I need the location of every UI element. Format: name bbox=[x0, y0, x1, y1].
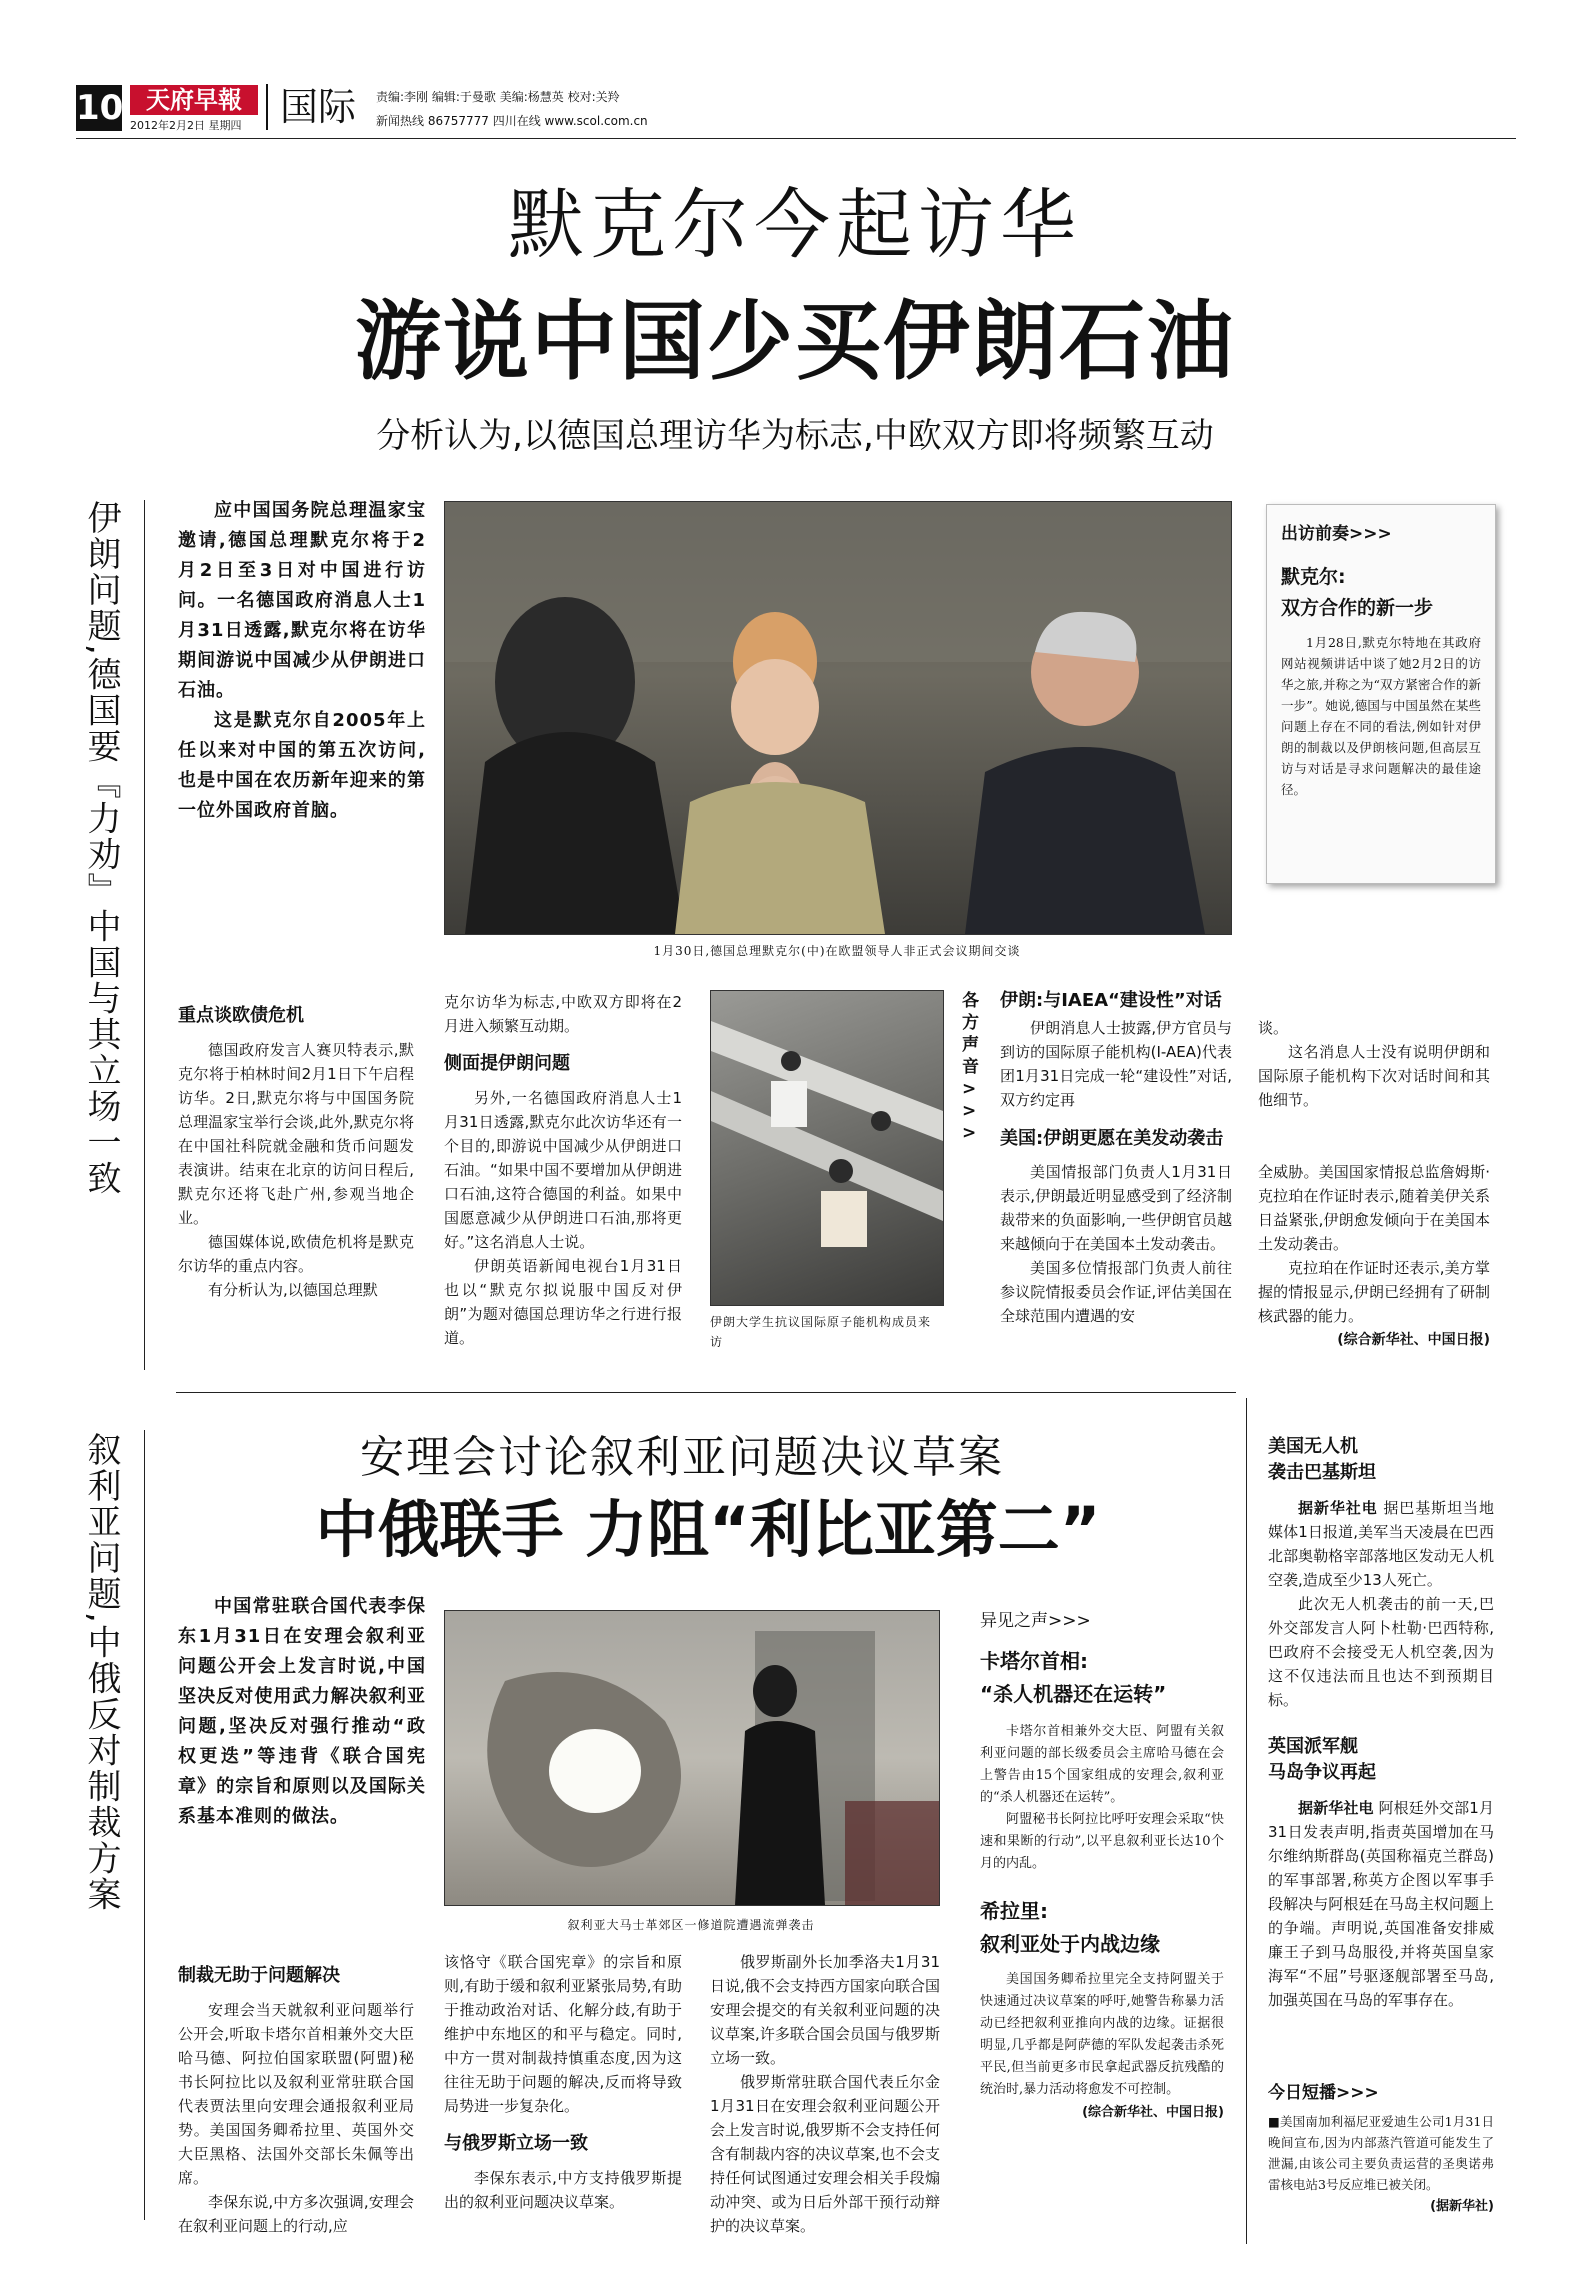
story1-headline-top: 默克尔今起访华 bbox=[508, 180, 1082, 269]
body-paragraph: 这名消息人士没有说明伊朗和国际原子能机构下次对话时间和其他细节。 bbox=[1258, 1043, 1490, 1109]
brief-falklands-title-2: 马岛争议再起 bbox=[1268, 1762, 1376, 1783]
subhead-russia: 与俄罗斯立场一致 bbox=[444, 2133, 588, 2154]
story2-col3 bbox=[710, 1950, 940, 2238]
photo-illustration bbox=[445, 502, 1231, 934]
body-paragraph: 德国媒体说,欧债危机将是默克尔访华的重点内容。 bbox=[178, 1233, 414, 1275]
protest-photo-caption: 伊朗大学生抗议国际原子能机构成员来访 bbox=[710, 1315, 932, 1349]
voices-label: 各方声音>>> bbox=[962, 991, 979, 1143]
issue-date: 2012年2月2日 星期四 bbox=[130, 119, 242, 132]
brief-today bbox=[1268, 2078, 1494, 2214]
body-paragraph: 李保东说,中方多次强调,安理会在叙利亚问题上的行动,应 bbox=[178, 2193, 414, 2235]
body-paragraph: 安理会当天就叙利亚问题举行公开会,听取卡塔尔首相兼外交大臣哈马德、阿拉伯国家联盟(阿盟)秘书长阿拉比以及叙利亚常驻联合国代表贾法里向安理会通报叙利亚局势。美国国务卿希拉里、英国外交大臣黑格、法国外交部长朱佩等出席。 bbox=[178, 2001, 414, 2187]
today-kicker: 今日短播 >>> bbox=[1268, 2078, 1494, 2103]
photo-illustration bbox=[445, 1611, 939, 1905]
qatar-title-1: 卡塔尔首相: bbox=[980, 1649, 1088, 1673]
brief-falklands bbox=[1268, 1734, 1494, 2012]
clinton-title-1: 希拉里: bbox=[980, 1899, 1048, 1923]
preview-kicker: 出访前奏 >>> bbox=[1281, 519, 1481, 544]
body-paragraph bbox=[1268, 1796, 1494, 2012]
masthead-rule bbox=[76, 138, 1516, 139]
brief-drone bbox=[1268, 1434, 1494, 1712]
story1-headline-main: 游说中国少买伊朗石油 bbox=[355, 292, 1235, 392]
dateline: 据新华社电 bbox=[1298, 1799, 1374, 1817]
today-source: (据新华社) bbox=[1430, 2199, 1494, 2214]
dissent-source: (综合新华社、中国日报) bbox=[1082, 2105, 1224, 2120]
body-paragraph: 俄罗斯副外长加季洛夫1月31日说,俄不会支持西方国家向联合国安理会提交的有关叙利亚问题的决议草案,许多联合国会员国与俄罗斯立场一致。 bbox=[710, 1953, 940, 2067]
preview-box bbox=[1266, 504, 1496, 884]
story2-col1 bbox=[178, 1950, 414, 2238]
body-paragraph: 克拉珀在作证时还表示,美方掌握的情报显示,伊朗已经拥有了研制核武器的能力。 bbox=[1258, 1259, 1490, 1325]
paper-logo: 天府早報 bbox=[130, 85, 258, 115]
story-divider bbox=[176, 1392, 1236, 1393]
body-paragraph: 德国政府发言人赛贝特表示,默克尔将于柏林时间2月1日下午启程访华。2日,默克尔将与中国国务院总理温家宝举行会谈,此外,默克尔将在中国社科院就金融和货币问题发表演讲。结束在北京的访问日程后,默克尔还将飞赴广州,参观当地企业。 bbox=[178, 1041, 414, 1227]
body-paragraph: 李保东表示,中方支持俄罗斯提出的叙利亚问题决议草案。 bbox=[444, 2169, 682, 2211]
section-label: 国际 bbox=[266, 84, 356, 130]
body-paragraph: 美国情报部门负责人1月31日表示,伊朗最近明显感受到了经济制裁带来的负面影响,一些伊朗官员越来越倾向于在美国本土发动袭击。 bbox=[1000, 1163, 1232, 1253]
iran-col-b bbox=[1258, 1016, 1490, 1112]
usa-source: (综合新华社、中国日报) bbox=[1337, 1332, 1490, 1348]
preview-title-2: 双方合作的新一步 bbox=[1281, 597, 1434, 619]
brief-text: 据巴基斯坦当地媒体1日报道,美军当天凌晨在巴西北部奥勒格宰部落地区发动无人机空袭,造成至少13人死亡。 bbox=[1268, 1499, 1494, 1589]
body-paragraph: 有分析认为,以德国总理默 bbox=[208, 1281, 378, 1299]
merkel-photo bbox=[444, 501, 1232, 935]
body-paragraph bbox=[1268, 1496, 1494, 1592]
body-paragraph: 谈。 bbox=[1258, 1019, 1289, 1037]
clinton-body: 美国国务卿希拉里完全支持阿盟关于快速通过决议草案的呼吁,她警告称暴力活动已经把叙利亚推向内战的边缘。证据很明显,几乎都是阿萨德的军队发起袭击杀死平民,但当前更多市民拿起武器反抗残酷的统治时,暴力活动将愈发不可控制。 bbox=[980, 1972, 1224, 2097]
hotline-line: 新闻热线 86757777 四川在线 www.scol.com.cn bbox=[376, 114, 648, 128]
side-rule-1 bbox=[144, 500, 145, 1370]
usa-col-a bbox=[1000, 1160, 1232, 1328]
qatar-body-2: 阿盟秘书长阿拉比呼吁安理会采取“快速和果断的行动”,以平息叙利亚长达10个月的内乱。 bbox=[980, 1812, 1224, 1871]
story2-col2 bbox=[444, 1950, 682, 2214]
body-paragraph: 美国多位情报部门负责人前往参议院情报委员会作证,评估美国在全球范围内遭遇的安 bbox=[1000, 1259, 1232, 1325]
body-paragraph: 全威胁。美国国家情报总监詹姆斯·克拉珀在作证时表示,随着美伊关系日益紧张,伊朗愈发倾向于在美国本土发动袭击。 bbox=[1258, 1163, 1490, 1253]
story2-lead bbox=[178, 1592, 426, 1832]
brief-drone-title-1: 美国无人机 bbox=[1268, 1436, 1358, 1457]
clinton-title-2: 叙利亚处于内战边缘 bbox=[980, 1932, 1160, 1956]
story1-col1 bbox=[178, 990, 414, 1302]
usa-title: 美国:伊朗更愿在美发动袭击 bbox=[1000, 1128, 1224, 1149]
briefs-rule bbox=[1246, 1398, 1247, 2244]
story1-side-title: 伊朗问题,德国要『力劝』中国与其立场一致 bbox=[81, 500, 121, 1197]
merkel-photo-caption: 1月30日,德国总理默克尔(中)在欧盟领导人非正式会议期间交谈 bbox=[653, 944, 1021, 958]
brief-drone-title-2: 袭击巴基斯坦 bbox=[1268, 1462, 1376, 1483]
story2-headline-top: 安理会讨论叙利亚问题决议草案 bbox=[360, 1432, 1004, 1483]
monastery-photo bbox=[444, 1610, 940, 1906]
lead-paragraph: 中国常驻联合国代表李保东1月31日在安理会叙利亚问题公开会上发言时说,中国坚决反对使用武力解决叙利亚问题,坚决反对强行推动“政权更迭”等违背《联合国宪章》的宗旨和原则以及国际关系基本准则的做法。 bbox=[178, 1596, 426, 1827]
qatar-body: 卡塔尔首相兼外交大臣、阿盟有关叙利亚问题的部长级委员会主席哈马德在会上警告由15个国家组成的安理会,叙利亚的“杀人机器还在运转”。 bbox=[980, 1724, 1224, 1805]
photo-illustration bbox=[711, 991, 943, 1305]
dateline: 据新华社电 bbox=[1298, 1499, 1378, 1517]
subhead-iran: 侧面提伊朗问题 bbox=[444, 1053, 570, 1074]
credits-line: 责编:李刚 编辑:于曼歌 美编:杨慧英 校对:关羚 bbox=[376, 90, 620, 104]
qatar-title-2: “杀人机器还在运转” bbox=[980, 1682, 1167, 1706]
story2-headline-main: 中俄联手 力阻“利比亚第二” bbox=[315, 1493, 1101, 1566]
preview-title-1: 默克尔: bbox=[1281, 566, 1346, 588]
protest-photo bbox=[710, 990, 944, 1306]
iran-col-a bbox=[1000, 1016, 1232, 1112]
page-number: 10 bbox=[76, 85, 122, 131]
monastery-photo-caption: 叙利亚大马士革郊区一修道院遭遇流弹袭击 bbox=[567, 1918, 815, 1932]
story2-side-title: 叙利亚问题,中俄反对制裁方案 bbox=[81, 1432, 121, 1913]
today-body: ■美国南加利福尼亚爱迪生公司1月31日晚间宣布,因为内部蒸汽管道可能发生了泄漏,由该公司主要负责运营的圣奥诺弗雷核电站3号反应堆已被关闭。 bbox=[1268, 2114, 1494, 2192]
story1-deck: 分析认为,以德国总理访华为标志,中欧双方即将频繁互动 bbox=[376, 416, 1214, 456]
body-paragraph: 伊朗消息人士披露,伊方官员与到访的国际原子能机构(I-AEA)代表团1月31日完成一轮“建设性”对话,双方约定再 bbox=[1000, 1019, 1232, 1109]
body-paragraph: 另外,一名德国政府消息人士1月31日透露,默克尔此次访华还有一个目的,即游说中国减少从伊朗进口石油。“如果中国不要增加从伊朗进口石油,这符合德国的利益。如果中国愿意减少从伊朗进口石油,那将更好。”这名消息人士说。 bbox=[444, 1089, 682, 1251]
body-paragraph: 此次无人机袭击的前一天,巴外交部发言人阿卜杜勒·巴西特称,巴政府不会接受无人机空袭,因为这不仅违法而且也达不到预期目标。 bbox=[1268, 1595, 1494, 1709]
body-paragraph: 该恪守《联合国宪章》的宗旨和原则,有助于缓和叙利亚紧张局势,有助于推动政治对话、化解分歧,有助于维护中东地区的和平与稳定。同时,中方一贯对制裁持慎重态度,因为这往往无助于问题的解决,反而将导致局势进一步复杂化。 bbox=[444, 1953, 682, 2115]
side-rule-2 bbox=[144, 1430, 145, 2220]
story1-col2 bbox=[444, 990, 682, 1350]
body-paragraph: 克尔访华为标志,中欧双方即将在2月进入频繁互动期。 bbox=[444, 993, 682, 1035]
brief-text: 阿根廷外交部1月31日发表声明,指责英国增加在马尔维纳斯群岛(英国称福克兰群岛)的军事部署,称英方企图以军事手段解决与阿根廷在马岛主权问题上的争端。声明说,英国准备安排威廉王子到马岛服役,并将英国皇家海军“不屈”号驱逐舰部署至马岛,加强英国在马岛的军事存在。 bbox=[1268, 1799, 1494, 2009]
dissent-kicker: 异见之声 >>> bbox=[980, 1606, 1224, 1631]
preview-body: 1月28日,默克尔特地在其政府网站视频讲话中谈了她2月2日的访华之旅,并称之为“双方紧密合作的新一步”。她说,德国与中国虽然在某些问题上存在不同的看法,例如针对伊朗的制裁以及伊朗核问题,但高层互访与对话是寻求问题解决的最佳途径。 bbox=[1281, 635, 1481, 797]
lead-paragraph: 应中国国务院总理温家宝邀请,德国总理默克尔将于2月2日至3日对中国进行访问。一名德国政府消息人士1月31日透露,默克尔将在访华期间游说中国减少从伊朗进口石油。 bbox=[178, 500, 426, 701]
subhead-eurodebt: 重点谈欧债危机 bbox=[178, 1005, 304, 1026]
body-paragraph: 俄罗斯常驻联合国代表丘尔金1月31日在安理会叙利亚问题公开会上发言时说,俄罗斯不会支持任何含有制裁内容的决议草案,也不会支持任何试图通过安理会相关手段煽动冲突、或为日后外部干预行动辩护的决议草案。 bbox=[710, 2073, 940, 2235]
subhead-sanctions: 制裁无助于问题解决 bbox=[178, 1965, 340, 1986]
iran-title: 伊朗:与IAEA“建设性”对话 bbox=[1000, 990, 1222, 1011]
brief-falklands-title-1: 英国派军舰 bbox=[1268, 1736, 1358, 1757]
body-paragraph: 伊朗英语新闻电视台1月31日也以“默克尔拟说服中国反对伊朗”为题对德国总理访华之行进行报道。 bbox=[444, 1257, 682, 1347]
usa-col-b bbox=[1258, 1160, 1490, 1352]
lead-paragraph: 这是默克尔自2005年上任以来对中国的第五次访问,也是中国在农历新年迎来的第一位外国政府首脑。 bbox=[178, 710, 426, 821]
story1-lead bbox=[178, 496, 426, 826]
dissent-voices bbox=[980, 1606, 1224, 2120]
